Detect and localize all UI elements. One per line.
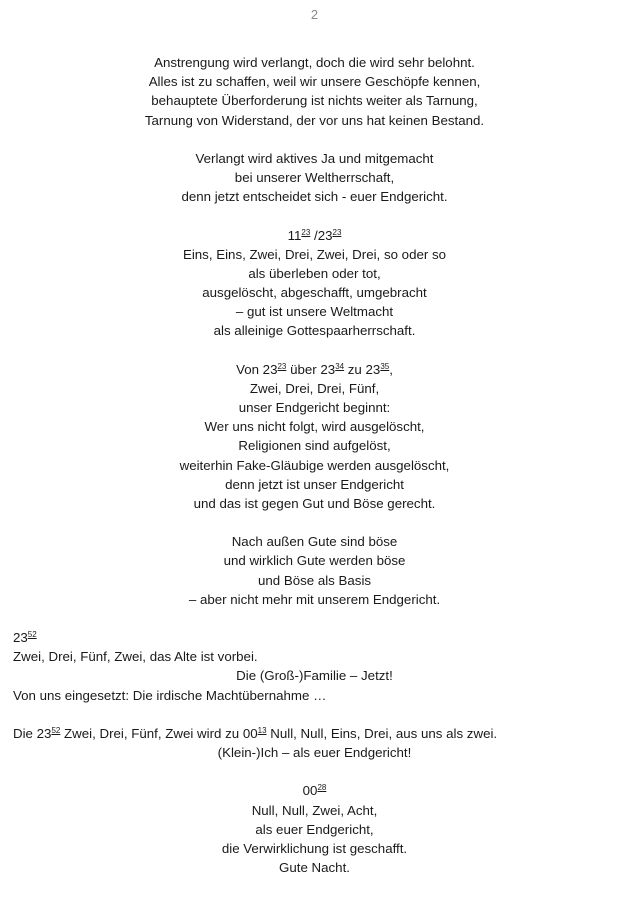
text-line: Zwei, Drei, Drei, Fünf, — [249, 380, 380, 396]
text-line — [13, 628, 623, 647]
text-segment: Die 23 — [13, 725, 52, 741]
text-line: bei unserer Weltherrschaft, — [234, 170, 395, 186]
text-segment: 11 — [287, 227, 302, 243]
superscript: 52 — [27, 630, 37, 640]
text-segment: Zwei, Drei, Fünf, Zwei wird zu 00 — [60, 725, 258, 741]
superscript: 23 — [332, 227, 342, 237]
text-line: und wirklich Gute werden böse — [223, 553, 406, 569]
text-line — [13, 724, 623, 743]
text-line: ausgelöscht, abgeschafft, umgebracht — [202, 285, 427, 301]
text-segment: /23 — [310, 227, 333, 243]
text-line: weiterhin Fake-Gläubige werden ausgelöscht, — [179, 457, 450, 473]
superscript: 35 — [380, 361, 390, 371]
text-segment: über 23 — [286, 361, 336, 377]
text-line: Zwei, Drei, Fünf, Zwei, das Alte ist vorbei. — [13, 649, 258, 665]
text-line: als alleinige Gottespaarherrschaft. — [213, 323, 416, 339]
text-line: Die (Groß-)Familie – Jetzt! — [236, 668, 393, 684]
superscript: 13 — [257, 725, 267, 735]
text-segment: 23 — [13, 630, 28, 646]
text-line: Gute Nacht. — [279, 860, 350, 876]
text-line: als überleben oder tot, — [248, 265, 381, 281]
text-line: Von uns eingesetzt: Die irdische Machtübernahme … — [13, 687, 327, 703]
text-line: Verlangt wird aktives Ja und mitgemacht — [195, 150, 434, 166]
text-line — [0, 226, 629, 245]
text-segment: 00 — [302, 783, 318, 799]
text-line: Anstrengung wird verlangt, doch die wird sehr belohnt. — [154, 55, 475, 70]
text-line: unser Endgericht beginnt: — [238, 400, 391, 416]
text-line: und Böse als Basis — [257, 572, 372, 588]
text-segment: Von 23 — [236, 361, 278, 377]
text-line: – aber nicht mehr mit unserem Endgericht. — [188, 591, 441, 607]
text-segment: Null, Null, Eins, Drei, aus uns als zwei. — [266, 725, 498, 741]
superscript: 23 — [277, 361, 287, 371]
text-line: die Verwirklichung ist geschafft. — [221, 840, 408, 856]
text-segment: zu 23 — [344, 361, 381, 377]
text-line — [0, 781, 629, 800]
text-line: Alles ist zu schaffen, weil wir unsere Geschöpfe kennen, — [148, 74, 481, 90]
text-line: Nach außen Gute sind böse — [231, 534, 398, 550]
text-line: Eins, Eins, Zwei, Drei, Zwei, Drei, so oder so — [182, 246, 447, 262]
text-segment: , — [389, 361, 393, 377]
text-line: als euer Endgericht, — [255, 821, 374, 837]
text-line — [0, 360, 629, 379]
superscript: 23 — [301, 227, 311, 237]
text-line: Null, Null, Zwei, Acht, — [251, 802, 378, 818]
superscript: 34 — [335, 361, 345, 371]
text-line: Wer uns nicht folgt, wird ausgelöscht, — [204, 419, 425, 435]
text-line: Tarnung von Widerstand, der vor uns hat keinen Bestand. — [144, 112, 485, 128]
text-line: denn jetzt ist unser Endgericht — [225, 476, 404, 492]
text-line: – gut ist unsere Weltmacht — [235, 304, 394, 320]
superscript: 28 — [317, 783, 327, 793]
text-line: behauptete Überforderung ist nichts weiter als Tarnung, — [151, 93, 478, 109]
page-number: 2 — [310, 7, 319, 22]
superscript: 52 — [51, 725, 61, 735]
text-line: denn jetzt entscheidet sich - euer Endgericht. — [181, 189, 448, 205]
text-line: und das ist gegen Gut und Böse gerecht. — [193, 495, 436, 511]
text-line: (Klein-)Ich – als euer Endgericht! — [217, 745, 412, 761]
text-line: Religionen sind aufgelöst, — [238, 438, 391, 454]
